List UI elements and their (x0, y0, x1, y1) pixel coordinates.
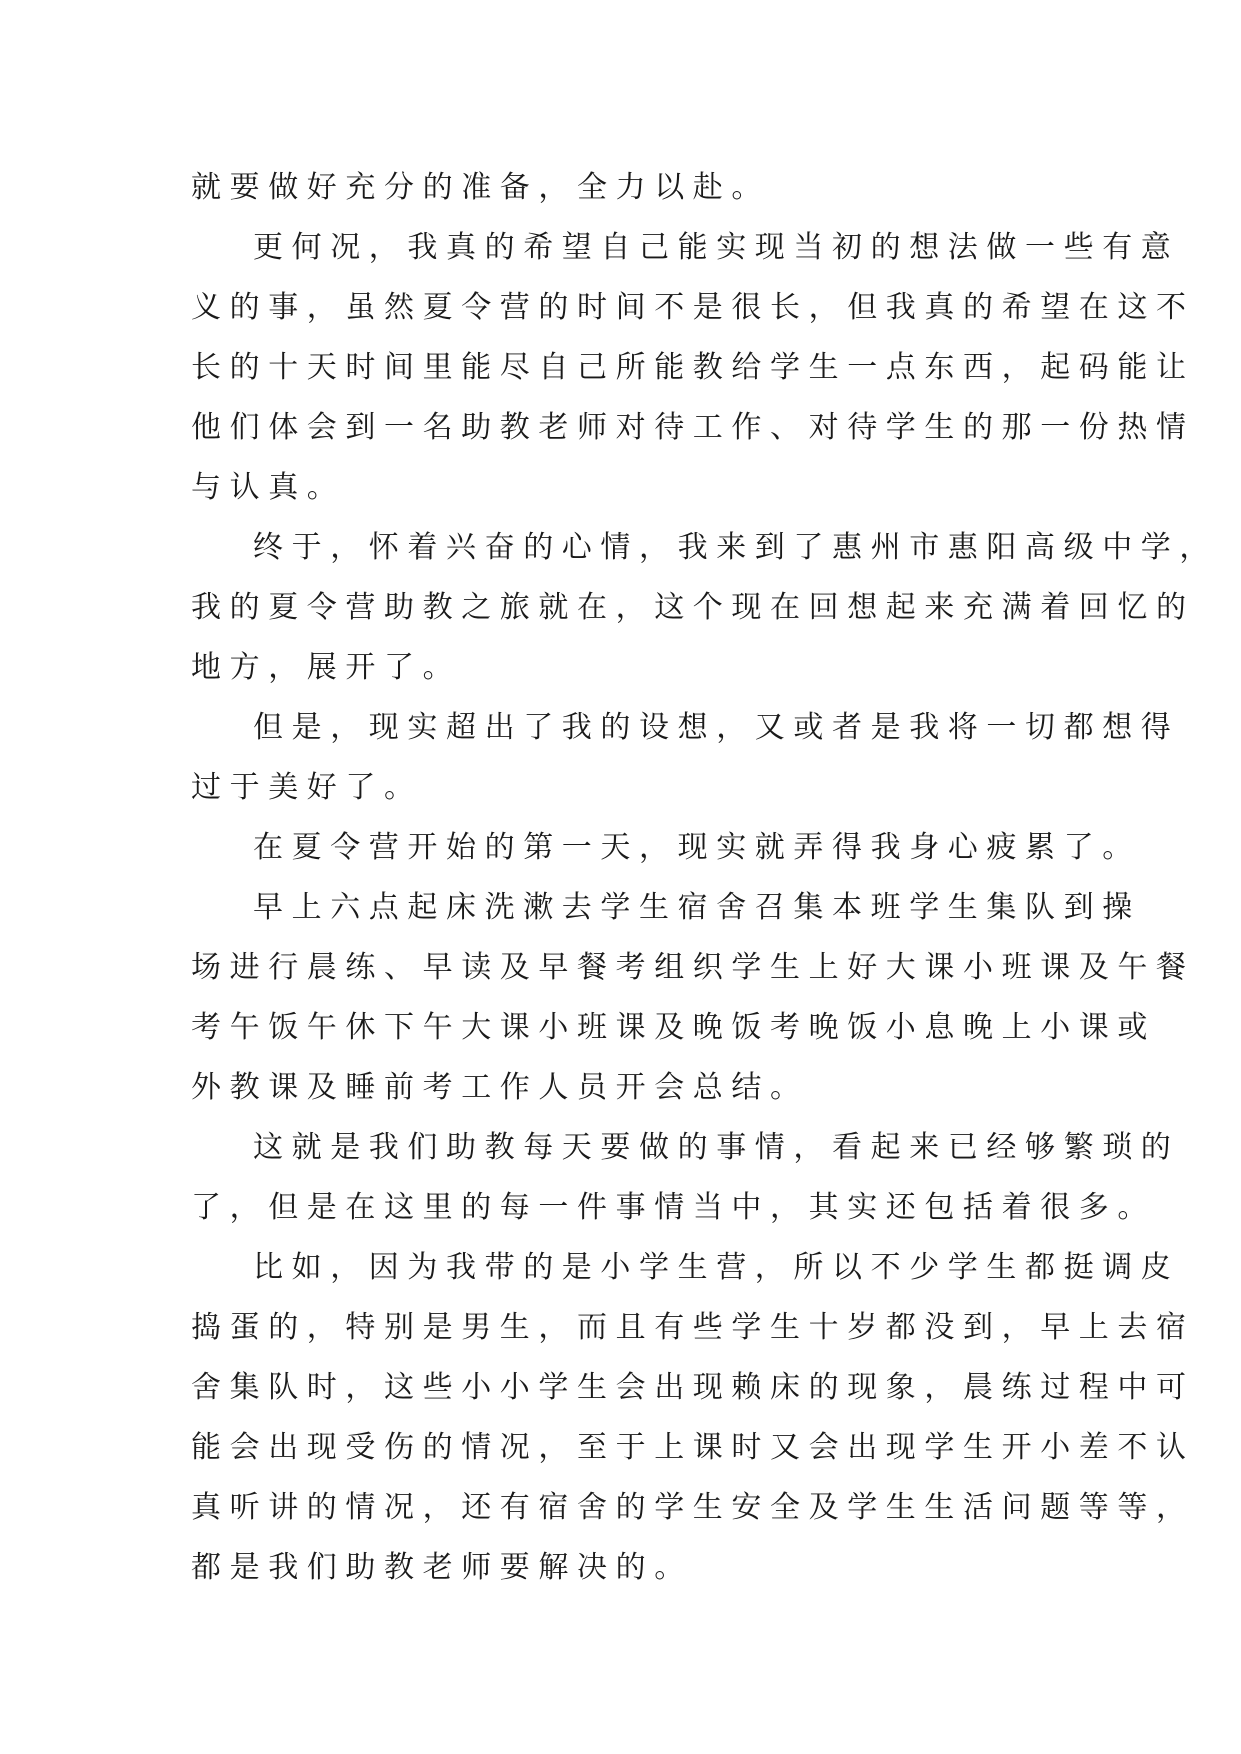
text-line: 过于美好了。 (191, 770, 423, 805)
text-line: 外教课及睡前考工作人员开会总结。 (191, 1070, 809, 1105)
text-line: 更何况，我真的希望自己能实现当初的想法做一些有意 (253, 230, 1180, 265)
text-line: 考午饭午休下午大课小班课及晚饭考晚饭小息晚上小课或 (191, 1010, 1156, 1045)
text-line: 这就是我们助教每天要做的事情，看起来已经够繁琐的 (253, 1130, 1180, 1165)
text-line: 地方，展开了。 (191, 650, 462, 685)
text-line: 终于，怀着兴奋的心情，我来到了惠州市惠阳高级中学， (253, 530, 1218, 565)
text-line: 了，但是在这里的每一件事情当中，其实还包括着很多。 (191, 1190, 1156, 1225)
text-line: 他们体会到一名助教老师对待工作、对待学生的那一份热情 (191, 410, 1195, 445)
document-body (191, 158, 1218, 1598)
text-line: 捣蛋的，特别是男生，而且有些学生十岁都没到，早上去宿 (191, 1310, 1195, 1345)
text-line: 早上六点起床洗漱去学生宿舍召集本班学生集队到操 (253, 890, 1141, 925)
text-line: 真听讲的情况，还有宿舍的学生安全及学生生活问题等等， (191, 1490, 1195, 1525)
text-line: 与认真。 (191, 470, 346, 505)
text-line: 在夏令营开始的第一天，现实就弄得我身心疲累了。 (253, 830, 1141, 865)
text-line: 长的十天时间里能尽自己所能教给学生一点东西，起码能让 (191, 350, 1195, 385)
text-line: 就要做好充分的准备，全力以赴。 (191, 170, 770, 205)
text-line: 义的事，虽然夏令营的时间不是很长，但我真的希望在这不 (191, 290, 1195, 325)
text-line: 但是，现实超出了我的设想，又或者是我将一切都想得 (253, 710, 1180, 745)
text-line: 能会出现受伤的情况，至于上课时又会出现学生开小差不认 (191, 1430, 1195, 1465)
text-line: 舍集队时，这些小小学生会出现赖床的现象，晨练过程中可 (191, 1370, 1195, 1405)
text-line: 比如，因为我带的是小学生营，所以不少学生都挺调皮 (253, 1250, 1180, 1285)
text-line: 场进行晨练、早读及早餐考组织学生上好大课小班课及午餐 (191, 950, 1195, 985)
text-line: 都是我们助教老师要解决的。 (191, 1550, 693, 1585)
text-line: 我的夏令营助教之旅就在，这个现在回想起来充满着回忆的 (191, 590, 1195, 625)
